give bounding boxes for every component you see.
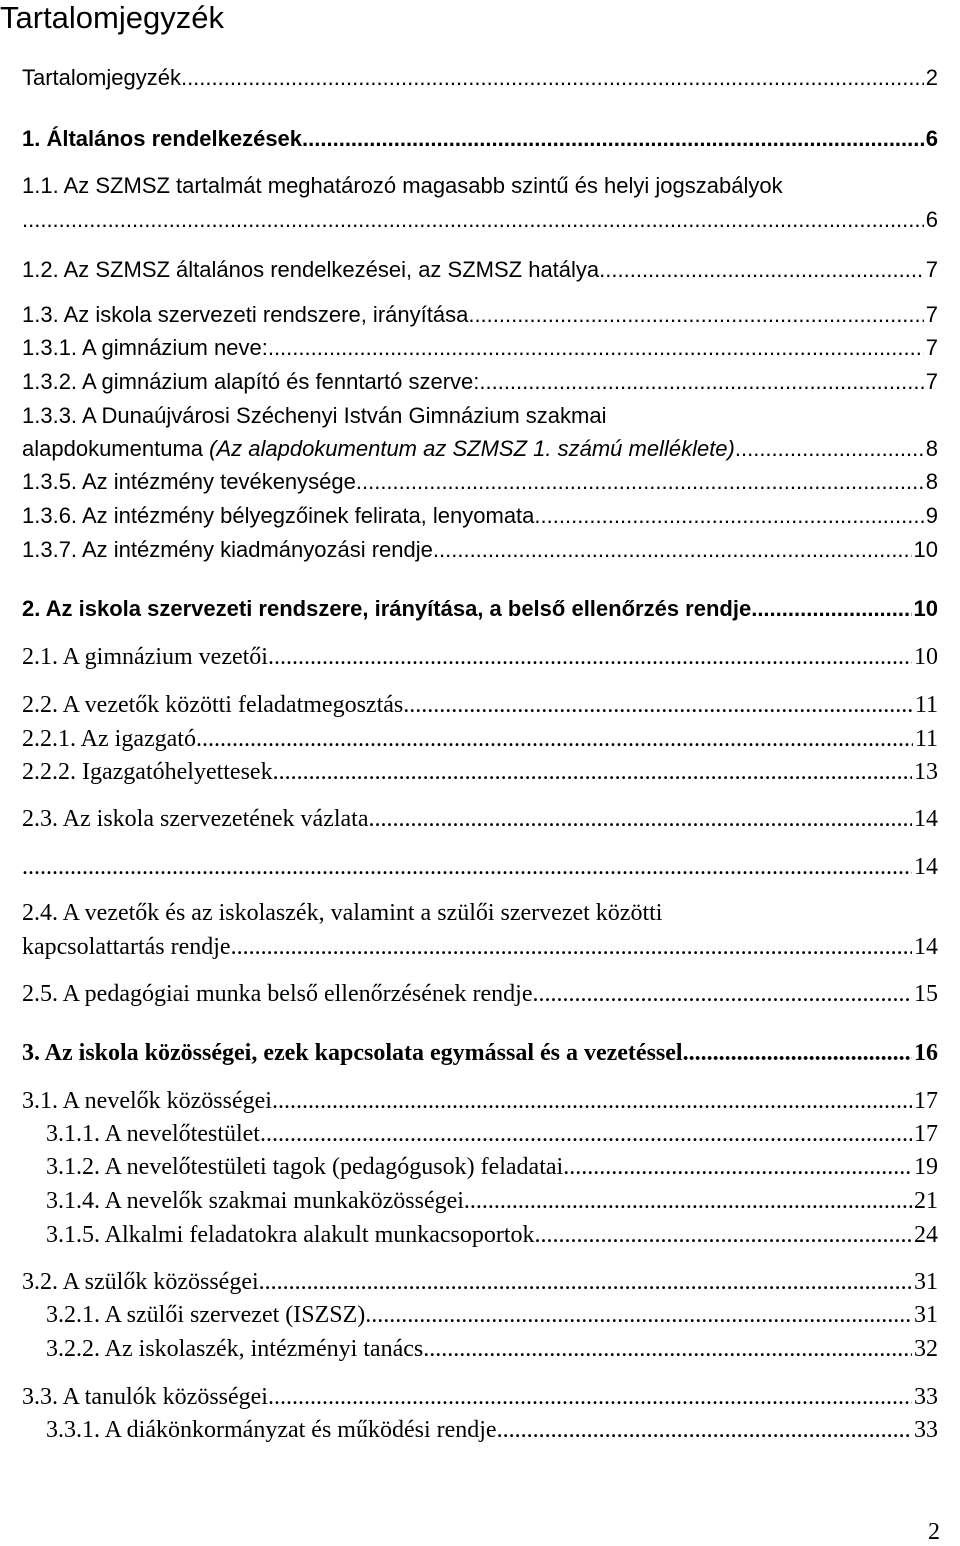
toc-entry[interactable]: 3.1.5. Alkalmi feladatokra alakult munkacsoportok ..... 24 — [46, 1219, 938, 1251]
toc-entry[interactable]: 1.3. Az iskola szervezeti rendszere, irányítása ..... 7 — [22, 299, 938, 331]
toc-entry[interactable]: 1.3.5. Az intézmény tevékenysége ..... 8 — [22, 466, 938, 498]
toc-page-number: 15 — [914, 981, 938, 1007]
toc-page-number: 13 — [914, 759, 938, 785]
toc-page-number: 8 — [925, 469, 938, 494]
toc-page-number: 14 — [914, 806, 938, 832]
toc-page-number: 16 — [914, 1040, 938, 1066]
toc-page-number: 10 — [913, 537, 938, 562]
toc-entry-line1[interactable]: 1.1. Az SZMSZ tartalmát meghatározó magasabb szintű és helyi jogszabályok — [22, 173, 783, 198]
toc-entry[interactable]: 1.3.2. A gimnázium alapító és fenntartó szerve: ..... 7 — [22, 366, 938, 398]
toc-entry-chapter[interactable]: 3. Az iskola közösségei, ezek kapcsolata egymással és a vezetéssel ..... 16 — [22, 1037, 938, 1069]
toc-page-number: 33 — [914, 1417, 938, 1443]
toc-entry[interactable]: Tartalomjegyzék ..... 2 — [22, 62, 938, 94]
toc-page-number: 14 — [914, 854, 938, 880]
toc-entry[interactable]: 2.1. A gimnázium vezetői ..... 10 — [22, 641, 938, 673]
toc-entry[interactable]: 1.3.1. A gimnázium neve: ..... 7 — [22, 332, 938, 364]
toc-entry[interactable]: 3.1. A nevelők közösségei ..... 17 — [22, 1085, 938, 1117]
toc-page-number: 31 — [914, 1302, 938, 1328]
toc-page-number: 2 — [925, 65, 938, 90]
toc-page-number: 17 — [914, 1121, 938, 1147]
toc-entry[interactable]: 3.1.1. A nevelőtestület ..... 17 — [46, 1118, 938, 1150]
toc-page-number: 10 — [914, 644, 938, 670]
toc-page-number: 10 — [913, 596, 938, 621]
toc-entry-continuation[interactable]: alapdokumentuma (Az alapdokumentum az SZMSZ 1. számú melléklete) ..... 8 — [22, 433, 938, 465]
toc-entry-continuation[interactable] — [22, 204, 938, 236]
toc-page-number: 21 — [914, 1188, 938, 1214]
toc-page-number: 6 — [925, 207, 938, 232]
toc-entry[interactable]: 2.2.1. Az igazgató ..... 11 — [22, 723, 938, 755]
toc-page-number: 31 — [914, 1269, 938, 1295]
toc-entry[interactable]: 1.3.6. Az intézmény bélyegzőinek felirata, lenyomata ..... 9 — [22, 500, 938, 532]
toc-entry[interactable]: 2.2. A vezetők közötti feladatmegosztás ..... 11 — [22, 689, 938, 721]
toc-page-number: 33 — [914, 1384, 938, 1410]
toc-entry-chapter[interactable]: 2. Az iskola szervezeti rendszere, irányítása, a belső ellenőrzés rendje ..... 10 — [22, 593, 938, 625]
toc-page-number: 7 — [925, 257, 938, 282]
page-title: Tartalomjegyzék — [0, 0, 224, 35]
toc-page-number: 19 — [914, 1154, 938, 1180]
toc-entry[interactable]: 2.5. A pedagógiai munka belső ellenőrzésének rendje ..... 15 — [22, 978, 938, 1010]
toc-entry-line1[interactable]: 1.3.3. A Dunaújvárosi Széchenyi István Gimnázium szakmai — [22, 403, 607, 428]
toc-entry[interactable]: 3.2.1. A szülői szervezet (ISZSZ) ..... 31 — [46, 1299, 938, 1331]
toc-entry[interactable]: 3.3.1. A diákönkormányzat és működési rendje ..... 33 — [46, 1414, 938, 1446]
toc-page-number: 32 — [914, 1336, 938, 1362]
toc-entry[interactable]: 2.2.2. Igazgatóhelyettesek ..... 13 — [22, 756, 938, 788]
toc-page-number: 7 — [925, 335, 938, 360]
toc-page-number: 9 — [925, 503, 938, 528]
toc-page-number: 24 — [914, 1222, 938, 1248]
toc-entry[interactable]: 1.3.7. Az intézmény kiadmányozási rendje ..... 10 — [22, 534, 938, 566]
toc-page-number: 8 — [925, 436, 938, 461]
toc-entry[interactable] — [22, 851, 938, 883]
toc-page-number: 7 — [925, 369, 938, 394]
toc-page-number: 14 — [914, 934, 938, 960]
toc-entry[interactable]: 3.1.2. A nevelőtestületi tagok (pedagógusok) feladatai ..... 19 — [46, 1151, 938, 1183]
toc-page-number: 11 — [914, 726, 938, 752]
toc-entry[interactable]: 3.3. A tanulók közösségei ..... 33 — [22, 1381, 938, 1413]
toc-entry[interactable]: 1.2. Az SZMSZ általános rendelkezései, az SZMSZ hatálya ..... 7 — [22, 254, 938, 286]
toc-entry[interactable]: 3.1.4. A nevelők szakmai munkaközösségei ..... 21 — [46, 1185, 938, 1217]
toc-entry-chapter[interactable]: 1. Általános rendelkezések ..... 6 — [22, 123, 938, 155]
toc-entry-continuation[interactable]: kapcsolattartás rendje ..... 14 — [22, 931, 938, 963]
toc-entry[interactable]: 3.2. A szülők közösségei ..... 31 — [22, 1266, 938, 1298]
toc-page-number: 17 — [914, 1088, 938, 1114]
toc-page-number: 11 — [914, 692, 938, 718]
toc-entry-line1[interactable]: 2.4. A vezetők és az iskolaszék, valamint a szülői szervezet közötti — [22, 900, 663, 926]
page-number: 2 — [928, 1519, 940, 1545]
toc-page-number: 6 — [925, 126, 938, 151]
toc-entry[interactable]: 2.3. Az iskola szervezetének vázlata ..... 14 — [22, 803, 938, 835]
toc-entry[interactable]: 3.2.2. Az iskolaszék, intézményi tanács ..... 32 — [46, 1333, 938, 1365]
toc-page-number: 7 — [925, 302, 938, 327]
